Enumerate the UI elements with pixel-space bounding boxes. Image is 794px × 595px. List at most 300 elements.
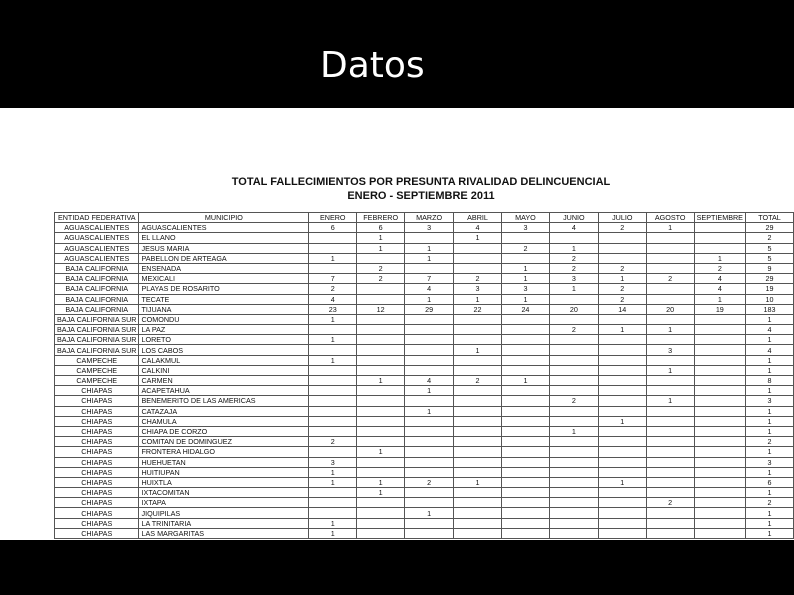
column-header: JUNIO [549,213,598,223]
month-cell: 1 [405,406,454,416]
month-cell: 2 [549,263,598,273]
month-cell: 1 [549,426,598,436]
month-cell [598,508,646,518]
table-row [55,528,794,538]
month-cell [501,335,549,345]
month-cell [357,386,405,396]
month-cell [501,488,549,498]
month-cell [598,314,646,324]
month-cell [454,335,502,345]
month-cell: 1 [501,376,549,386]
month-cell [598,426,646,436]
month-cell [694,386,745,396]
municipality-cell: LA PAZ [139,325,309,335]
month-cell [309,488,357,498]
total-cell: 19 [745,284,793,294]
month-cell [501,355,549,365]
month-cell: 3 [501,284,549,294]
month-cell [694,345,745,355]
entity-cell: BAJA CALIFORNIA SUR [55,325,139,335]
total-cell: 2 [745,437,793,447]
month-cell: 7 [405,274,454,284]
month-cell [646,386,694,396]
month-cell: 19 [694,304,745,314]
total-cell: 5 [745,243,793,253]
month-cell [357,406,405,416]
municipality-cell: TIJUANA [139,304,309,314]
column-header: TOTAL [745,213,793,223]
table-row [55,518,794,528]
month-cell [454,528,502,538]
municipality-cell: LORETO [139,335,309,345]
month-cell [694,477,745,487]
month-cell: 1 [309,253,357,263]
total-cell: 1 [745,314,793,324]
table-row [55,233,794,243]
month-cell [454,406,502,416]
month-cell: 6 [357,223,405,233]
total-cell: 1 [745,406,793,416]
month-cell [549,488,598,498]
month-cell [501,457,549,467]
month-cell [357,528,405,538]
month-cell: 2 [309,284,357,294]
month-cell [309,447,357,457]
table-row [55,508,794,518]
month-cell: 1 [405,243,454,253]
month-cell [405,437,454,447]
entity-cell: BAJA CALIFORNIA [55,294,139,304]
entity-cell: CHIAPAS [55,518,139,528]
month-cell [646,416,694,426]
table-row [55,284,794,294]
table-row [55,457,794,467]
total-cell: 9 [745,263,793,273]
municipality-cell: EL LLANO [139,233,309,243]
total-cell: 10 [745,294,793,304]
month-cell [646,294,694,304]
month-cell [454,426,502,436]
month-cell [357,396,405,406]
total-cell: 3 [745,396,793,406]
table-header-row [55,213,794,223]
month-cell [694,223,745,233]
month-cell [357,467,405,477]
month-cell [694,508,745,518]
month-cell [405,365,454,375]
month-cell [549,457,598,467]
month-cell: 1 [694,253,745,263]
month-cell [694,243,745,253]
month-cell: 1 [501,263,549,273]
entity-cell: CHIAPAS [55,498,139,508]
municipality-cell: LOS CABOS [139,345,309,355]
month-cell [549,314,598,324]
total-cell: 1 [745,508,793,518]
month-cell [309,416,357,426]
month-cell [309,345,357,355]
month-cell: 2 [549,396,598,406]
month-cell [501,477,549,487]
month-cell [598,335,646,345]
month-cell [357,253,405,263]
month-cell: 12 [357,304,405,314]
month-cell [549,518,598,528]
month-cell [598,457,646,467]
month-cell [598,467,646,477]
month-cell [357,335,405,345]
month-cell [309,508,357,518]
column-header: FEBRERO [357,213,405,223]
total-cell: 4 [745,325,793,335]
total-cell: 1 [745,335,793,345]
municipality-cell: CATAZAJA [139,406,309,416]
municipality-cell: JESUS MARIA [139,243,309,253]
entity-cell: CAMPECHE [55,376,139,386]
month-cell [309,498,357,508]
document-sheet [0,108,794,540]
municipality-cell: FRONTERA HIDALGO [139,447,309,457]
table-row [55,325,794,335]
month-cell [694,447,745,457]
month-cell [598,386,646,396]
month-cell [454,365,502,375]
entity-cell: CHIAPAS [55,447,139,457]
month-cell [646,467,694,477]
month-cell [357,294,405,304]
municipality-cell: COMITAN DE DOMINGUEZ [139,437,309,447]
total-cell: 1 [745,355,793,365]
municipality-cell: MEXICALI [139,274,309,284]
month-cell [454,243,502,253]
month-cell [549,467,598,477]
entity-cell: CHIAPAS [55,528,139,538]
municipality-cell: HUIXTLA [139,477,309,487]
table-row [55,365,794,375]
month-cell [646,335,694,345]
month-cell [694,365,745,375]
month-cell [357,314,405,324]
total-cell: 1 [745,386,793,396]
total-cell: 3 [745,457,793,467]
municipality-cell: HUEHUETAN [139,457,309,467]
month-cell [549,335,598,345]
month-cell [646,477,694,487]
month-cell [309,386,357,396]
month-cell [646,406,694,416]
month-cell [549,508,598,518]
municipality-cell: CALKINI [139,365,309,375]
entity-cell: CHIAPAS [55,508,139,518]
month-cell [357,355,405,365]
month-cell: 6 [309,223,357,233]
total-cell: 1 [745,528,793,538]
month-cell [357,284,405,294]
month-cell [646,263,694,273]
municipality-cell: CARMEN [139,376,309,386]
month-cell [694,518,745,528]
month-cell: 1 [598,274,646,284]
table-row [55,406,794,416]
table-row [55,243,794,253]
month-cell [598,488,646,498]
municipality-cell: LA TRINITARIA [139,518,309,528]
entity-cell: CHIAPAS [55,406,139,416]
municipality-cell: CHIAPA DE CORZO [139,426,309,436]
month-cell [357,345,405,355]
month-cell: 2 [501,243,549,253]
month-cell: 2 [598,223,646,233]
month-cell [405,233,454,243]
total-cell: 29 [745,223,793,233]
entity-cell: BAJA CALIFORNIA [55,304,139,314]
total-cell: 8 [745,376,793,386]
table-row [55,426,794,436]
month-cell: 1 [309,518,357,528]
month-cell: 4 [454,223,502,233]
total-cell: 29 [745,274,793,284]
month-cell [501,498,549,508]
table-row [55,416,794,426]
month-cell [501,416,549,426]
month-cell [501,365,549,375]
table-row [55,314,794,324]
column-header: ENERO [309,213,357,223]
data-table [54,212,794,539]
month-cell: 4 [694,284,745,294]
month-cell: 4 [694,274,745,284]
table-row [55,447,794,457]
month-cell: 2 [549,253,598,263]
month-cell: 1 [454,477,502,487]
table-row [55,355,794,365]
month-cell [598,498,646,508]
month-cell: 1 [309,528,357,538]
month-cell [598,355,646,365]
month-cell [501,467,549,477]
month-cell [454,508,502,518]
municipality-cell: CALAKMUL [139,355,309,365]
month-cell [405,396,454,406]
month-cell: 1 [646,365,694,375]
month-cell: 1 [501,294,549,304]
month-cell [549,294,598,304]
month-cell: 1 [357,243,405,253]
column-header: AGOSTO [646,213,694,223]
month-cell: 1 [357,447,405,457]
month-cell: 2 [598,294,646,304]
month-cell [549,437,598,447]
entity-cell: BAJA CALIFORNIA SUR [55,345,139,355]
month-cell: 1 [405,386,454,396]
month-cell [694,498,745,508]
month-cell [357,416,405,426]
entity-cell: BAJA CALIFORNIA [55,284,139,294]
month-cell [646,284,694,294]
month-cell [598,406,646,416]
month-cell [405,355,454,365]
month-cell: 1 [405,253,454,263]
table-row [55,263,794,273]
month-cell [501,508,549,518]
month-cell [309,376,357,386]
month-cell [357,508,405,518]
table-row [55,498,794,508]
month-cell [646,508,694,518]
month-cell [454,467,502,477]
month-cell [405,325,454,335]
month-cell [646,437,694,447]
month-cell: 23 [309,304,357,314]
month-cell [694,488,745,498]
month-cell [646,253,694,263]
entity-cell: BAJA CALIFORNIA [55,263,139,273]
column-header: MUNICIPIO [139,213,309,223]
month-cell [454,386,502,396]
month-cell [598,518,646,528]
month-cell: 22 [454,304,502,314]
table-row [55,488,794,498]
document-subtitle: ENERO - SEPTIEMBRE 2011 [347,190,495,202]
month-cell [454,416,502,426]
month-cell [357,365,405,375]
municipality-cell: COMONDU [139,314,309,324]
month-cell: 7 [309,274,357,284]
month-cell [694,314,745,324]
column-header: ENTIDAD FEDERATIVA [55,213,139,223]
month-cell [454,518,502,528]
month-cell [357,518,405,528]
month-cell [549,477,598,487]
municipality-cell: AGUASCALIENTES [139,223,309,233]
entity-cell: CHIAPAS [55,416,139,426]
month-cell: 2 [598,284,646,294]
entity-cell: BAJA CALIFORNIA [55,274,139,284]
month-cell [501,518,549,528]
month-cell [405,335,454,345]
month-cell [405,518,454,528]
month-cell [549,233,598,243]
month-cell: 3 [501,223,549,233]
month-cell: 3 [549,274,598,284]
month-cell: 1 [309,467,357,477]
month-cell: 1 [694,294,745,304]
month-cell [309,406,357,416]
month-cell [309,365,357,375]
month-cell [598,447,646,457]
table-row [55,253,794,263]
entity-cell: CAMPECHE [55,365,139,375]
month-cell [694,426,745,436]
month-cell [694,233,745,243]
month-cell: 1 [357,488,405,498]
month-cell [357,426,405,436]
month-cell [694,528,745,538]
entity-cell: CHIAPAS [55,457,139,467]
month-cell: 4 [309,294,357,304]
month-cell: 1 [309,314,357,324]
entity-cell: CAMPECHE [55,355,139,365]
month-cell [694,355,745,365]
month-cell [405,528,454,538]
table-row [55,376,794,386]
month-cell [646,426,694,436]
entity-cell: AGUASCALIENTES [55,223,139,233]
month-cell [501,396,549,406]
month-cell: 1 [549,284,598,294]
month-cell: 1 [646,396,694,406]
month-cell: 2 [405,477,454,487]
month-cell: 1 [357,477,405,487]
month-cell [405,426,454,436]
entity-cell: CHIAPAS [55,386,139,396]
table-row [55,396,794,406]
month-cell [357,457,405,467]
month-cell: 3 [309,457,357,467]
total-cell: 2 [745,498,793,508]
month-cell: 1 [598,416,646,426]
month-cell: 2 [549,325,598,335]
month-cell [646,243,694,253]
month-cell [405,498,454,508]
month-cell [454,325,502,335]
month-cell [357,498,405,508]
table-row [55,386,794,396]
month-cell [694,406,745,416]
month-cell [454,355,502,365]
month-cell: 1 [598,325,646,335]
month-cell [549,528,598,538]
month-cell: 1 [357,233,405,243]
municipality-cell: CHAMULA [139,416,309,426]
month-cell [454,488,502,498]
month-cell: 20 [646,304,694,314]
total-cell: 1 [745,518,793,528]
entity-cell: AGUASCALIENTES [55,253,139,263]
month-cell [646,457,694,467]
month-cell: 1 [646,325,694,335]
entity-cell: CHIAPAS [55,426,139,436]
month-cell [549,447,598,457]
month-cell [694,335,745,345]
month-cell: 2 [454,274,502,284]
column-header: MARZO [405,213,454,223]
month-cell [309,243,357,253]
month-cell [357,437,405,447]
month-cell: 3 [646,345,694,355]
municipality-cell: HUITIUPAN [139,467,309,477]
month-cell: 1 [309,477,357,487]
month-cell: 1 [405,294,454,304]
entity-cell: CHIAPAS [55,467,139,477]
month-cell: 2 [598,263,646,273]
entity-cell: AGUASCALIENTES [55,243,139,253]
month-cell [549,386,598,396]
month-cell [454,447,502,457]
month-cell [454,457,502,467]
month-cell: 3 [405,223,454,233]
month-cell [501,233,549,243]
total-cell: 2 [745,233,793,243]
municipality-cell: IXTAPA [139,498,309,508]
table-row [55,223,794,233]
month-cell: 1 [549,243,598,253]
month-cell [405,467,454,477]
month-cell: 2 [694,263,745,273]
month-cell [549,406,598,416]
month-cell: 29 [405,304,454,314]
month-cell [549,345,598,355]
